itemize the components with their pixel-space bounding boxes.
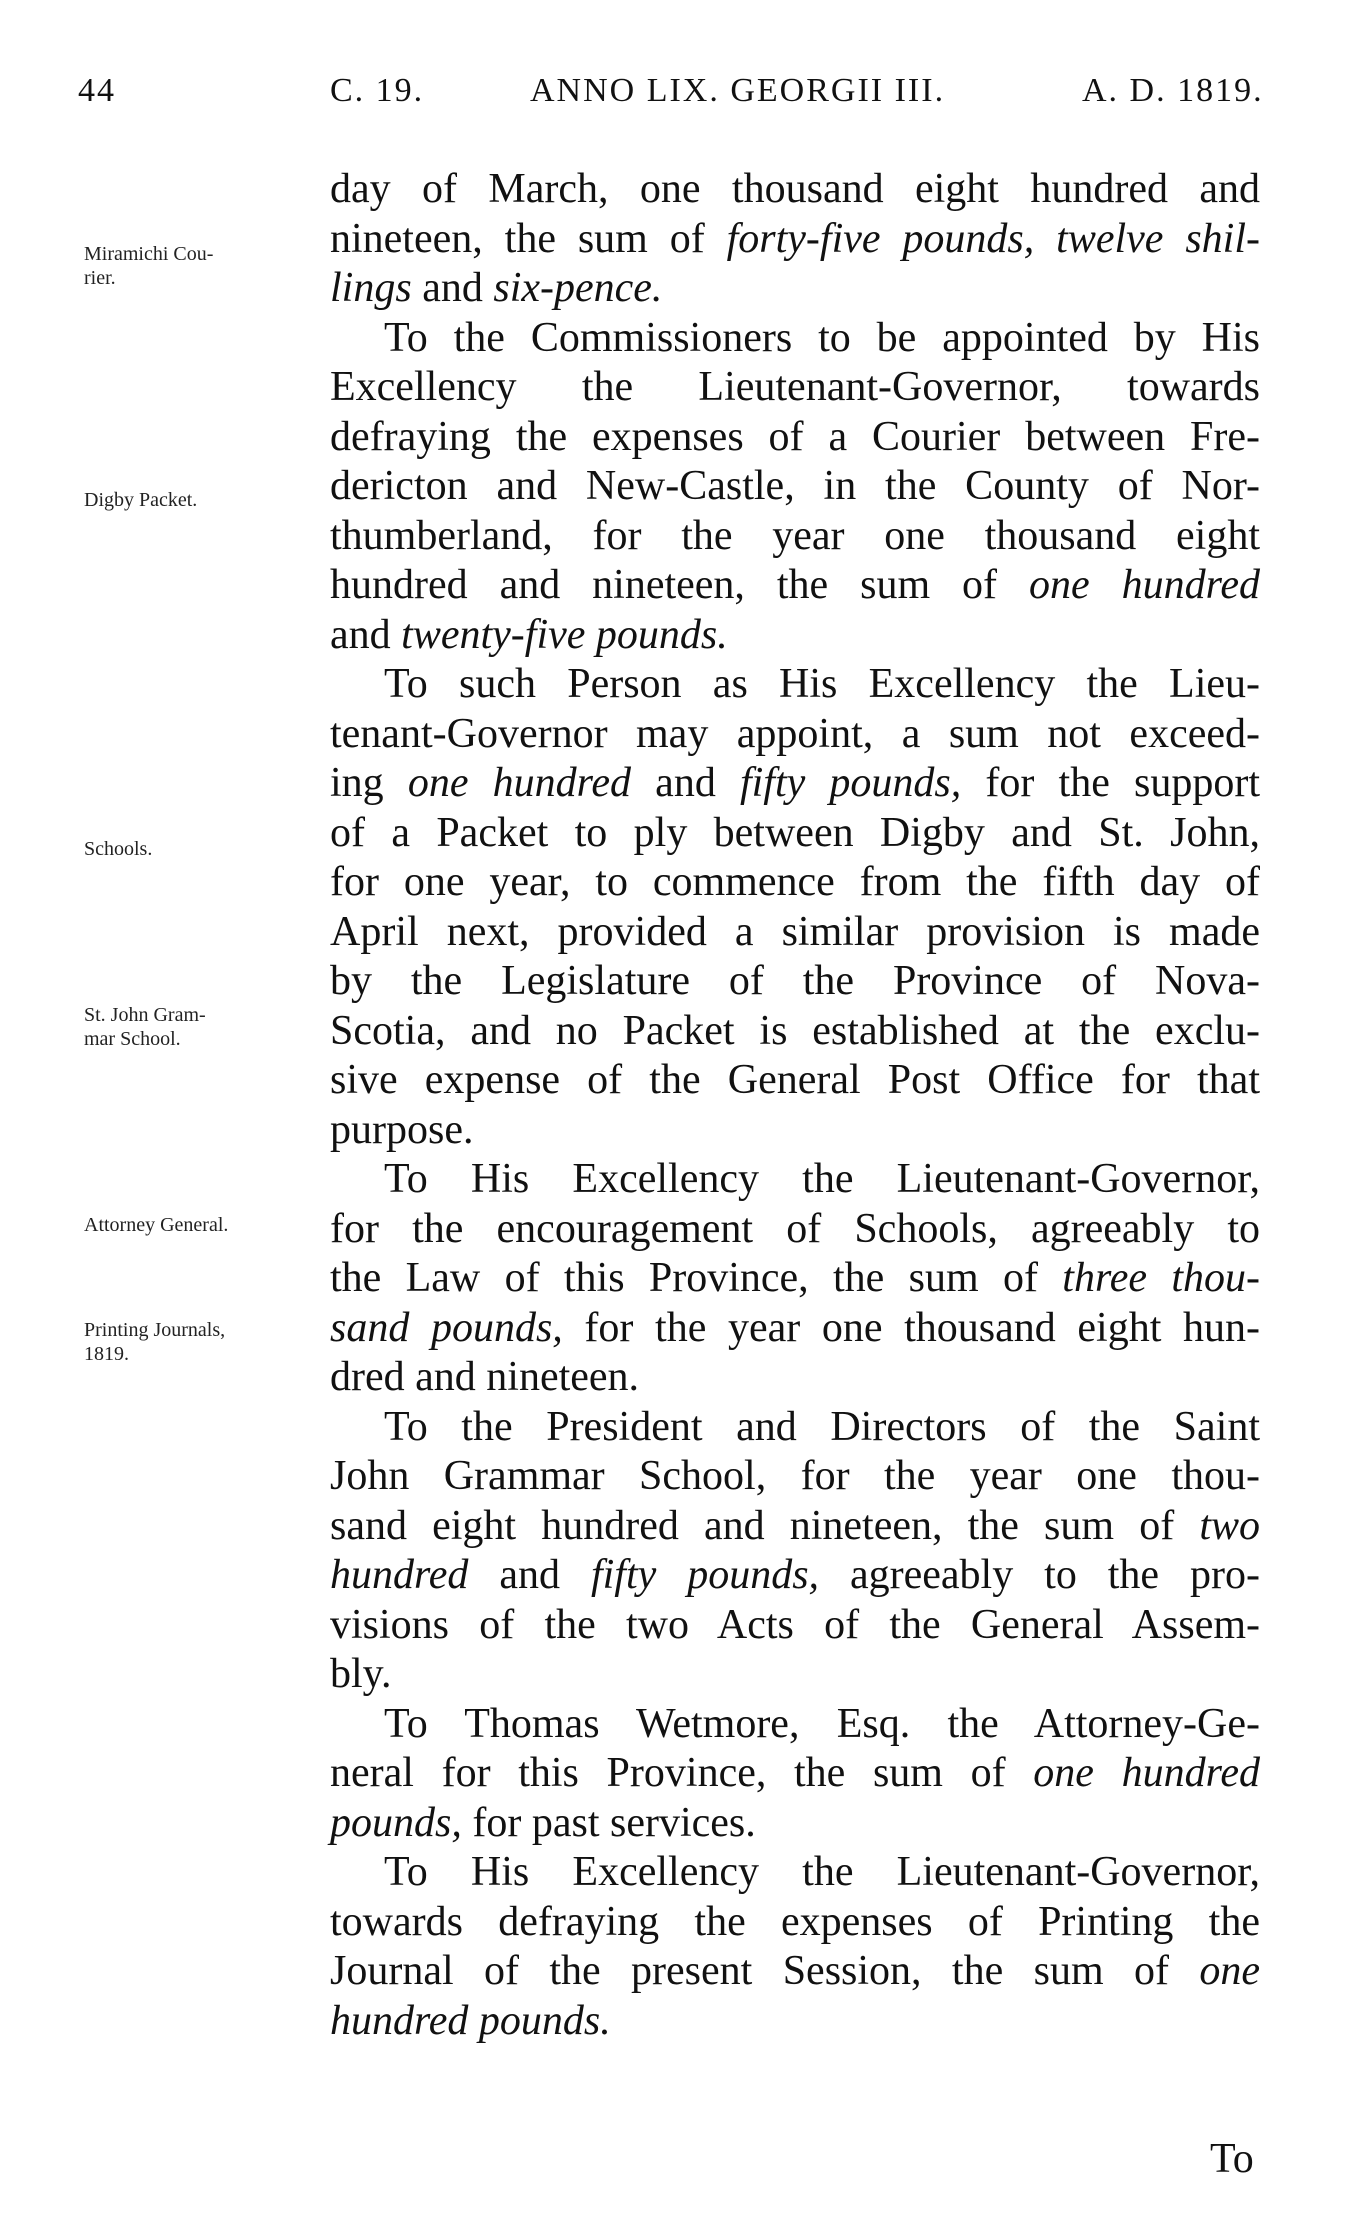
text-line [330,957,1260,1007]
text-line [330,1106,1260,1156]
body-text [330,165,1260,2046]
text-run: To Thomas Wetmore, Esq. the Attorney-Ge- [384,1700,1260,1747]
text-run: and [631,760,740,806]
margin-note-line: Schools. [84,838,153,860]
text-run: towards defraying the expenses of Printing the [330,1898,1260,1945]
text-line [330,660,1260,710]
text-run: ing [330,760,408,806]
text-run: and [330,611,402,658]
text-line [330,1403,1260,1453]
text-run: To His Excellency the Lieutenant-Governor, [384,1849,1260,1895]
text-run: for the encouragement of Schools, agreeably to [330,1205,1260,1252]
italic-phrase: two [1199,1502,1260,1549]
text-run: for one year, to commence from the fifth day of [330,859,1260,905]
page-number: 44 [78,72,116,109]
text-run: sand eight hundred and nineteen, the sum of [330,1502,1200,1549]
text-line [330,710,1260,760]
margin-note [84,1318,314,1366]
text-run: dericton and New-Castle, in the County of Nor- [330,463,1260,509]
italic-phrase: six-pence. [493,265,663,311]
text-line [330,1155,1260,1205]
text-line [330,809,1260,859]
italic-phrase: lings [330,265,412,311]
text-run: the Law of this Province, the sum of [330,1255,1063,1301]
margin-note-line: Digby Packet. [84,489,198,511]
text-run: To such Person as His Excellency the Lieu- [384,661,1260,707]
text-run: John Grammar School, for the year one thou- [330,1453,1260,1499]
margin-note-line: St. John Gram- [84,1004,206,1026]
text-line [330,759,1260,809]
text-line [330,561,1260,611]
text-line [330,215,1260,265]
italic-phrase: sand pounds, [330,1304,563,1351]
text-run: nineteen, the sum of [330,215,727,262]
paragraph [330,660,1260,1155]
italic-phrase: one hundred [1033,1750,1261,1796]
margin-note-line: Miramichi Cou- [84,243,214,265]
text-run: Journal of the present Session, the sum of [330,1948,1200,1994]
text-run: dred and nineteen. [330,1354,640,1400]
catchword: To [1210,2136,1254,2182]
paragraph [330,1155,1260,1403]
margin-note [84,1003,314,1051]
text-line [330,1007,1260,1057]
margin-note-line: rier. [84,267,116,289]
italic-phrase: one hundred [1028,562,1260,608]
italic-phrase: forty-five pounds, twelve shil- [726,215,1260,262]
text-line [330,314,1260,364]
text-run: agreeably to the pro- [819,1552,1260,1598]
margin-note [84,1213,314,1237]
text-run: by the Legislature of the Province of Nova- [330,958,1260,1004]
text-run: for the support [961,760,1260,806]
italic-phrase: one [1199,1948,1260,1994]
calendar-date: A. D. 1819. [1082,72,1264,109]
text-line [330,908,1260,958]
text-line [330,1056,1260,1106]
text-run: and [411,265,494,311]
italic-phrase: three thou- [1062,1255,1260,1301]
text-line [330,165,1260,215]
text-run: sive expense of the General Post Office for that [330,1057,1260,1103]
margin-note [84,837,314,861]
regnal-year-title: ANNO LIX. GEORGII III. [530,72,946,109]
italic-phrase: twenty-five pounds. [401,611,728,658]
margin-note [84,488,314,512]
margin-note-line: 1819. [84,1343,129,1365]
text-line [330,1601,1260,1651]
paragraph [330,314,1260,661]
margin-note-line: Attorney General. [84,1214,229,1236]
text-line [330,1353,1260,1403]
text-line [330,1997,1260,2047]
text-run: and [468,1552,591,1598]
text-run: tenant-Governor may appoint, a sum not exceed- [330,710,1260,757]
text-line [330,1254,1260,1304]
text-line [330,1205,1260,1255]
text-line [330,1749,1260,1799]
paragraph [330,1700,1260,1849]
text-line [330,1799,1260,1849]
italic-phrase: fifty pounds, [590,1552,820,1598]
text-line [330,1502,1260,1552]
text-run: visions of the two Acts of the General Assem- [330,1601,1260,1648]
text-line [330,413,1260,463]
text-line [330,1452,1260,1502]
paragraph [330,165,1260,314]
text-run: for past services. [461,1799,756,1846]
paragraph [330,1403,1260,1700]
text-run: defraying the expenses of a Courier between Fre- [330,413,1260,460]
text-run: of a Packet to ply between Digby and St. John, [330,809,1260,856]
text-run: April next, provided a similar provision is made [330,908,1260,955]
text-line [330,611,1260,661]
text-line [330,1304,1260,1354]
text-line [330,512,1260,562]
text-run: neral for this Province, the sum of [330,1750,1034,1796]
text-line [330,1848,1260,1898]
text-run: hundred and nineteen, the sum of [330,562,1029,608]
text-run: day of March, one thousand eight hundred and [330,166,1260,212]
text-run: bly. [330,1651,392,1697]
text-line [330,462,1260,512]
text-line [330,858,1260,908]
text-line [330,1650,1260,1700]
margin-note-line: mar School. [84,1028,181,1050]
italic-phrase: fifty pounds, [739,760,962,806]
text-line [330,363,1260,413]
text-run: thumberland, for the year one thousand eight [330,512,1260,559]
text-line [330,1551,1260,1601]
text-run: for the year one thousand eight hun- [562,1304,1260,1351]
text-run: To the Commissioners to be appointed by His [384,314,1260,361]
italic-phrase: hundred [330,1552,469,1598]
text-line [330,1898,1260,1948]
margin-note [84,242,314,290]
text-run: Excellency the Lieutenant-Governor, towards [330,364,1260,410]
text-line [330,264,1260,314]
text-line [330,1700,1260,1750]
margin-note-line: Printing Journals, [84,1319,226,1341]
paragraph [330,1848,1260,2046]
text-run: To His Excellency the Lieutenant-Governor, [384,1156,1260,1202]
italic-phrase: hundred pounds. [330,1997,611,2044]
text-run: purpose. [330,1106,474,1153]
text-run: To the President and Directors of the Saint [384,1403,1260,1450]
text-run: Scotia, and no Packet is established at the exclu- [330,1007,1260,1054]
italic-phrase: one hundred [407,760,632,806]
text-line [330,1947,1260,1997]
italic-phrase: pounds, [330,1799,462,1846]
chapter-reference: C. 19. [330,72,425,109]
